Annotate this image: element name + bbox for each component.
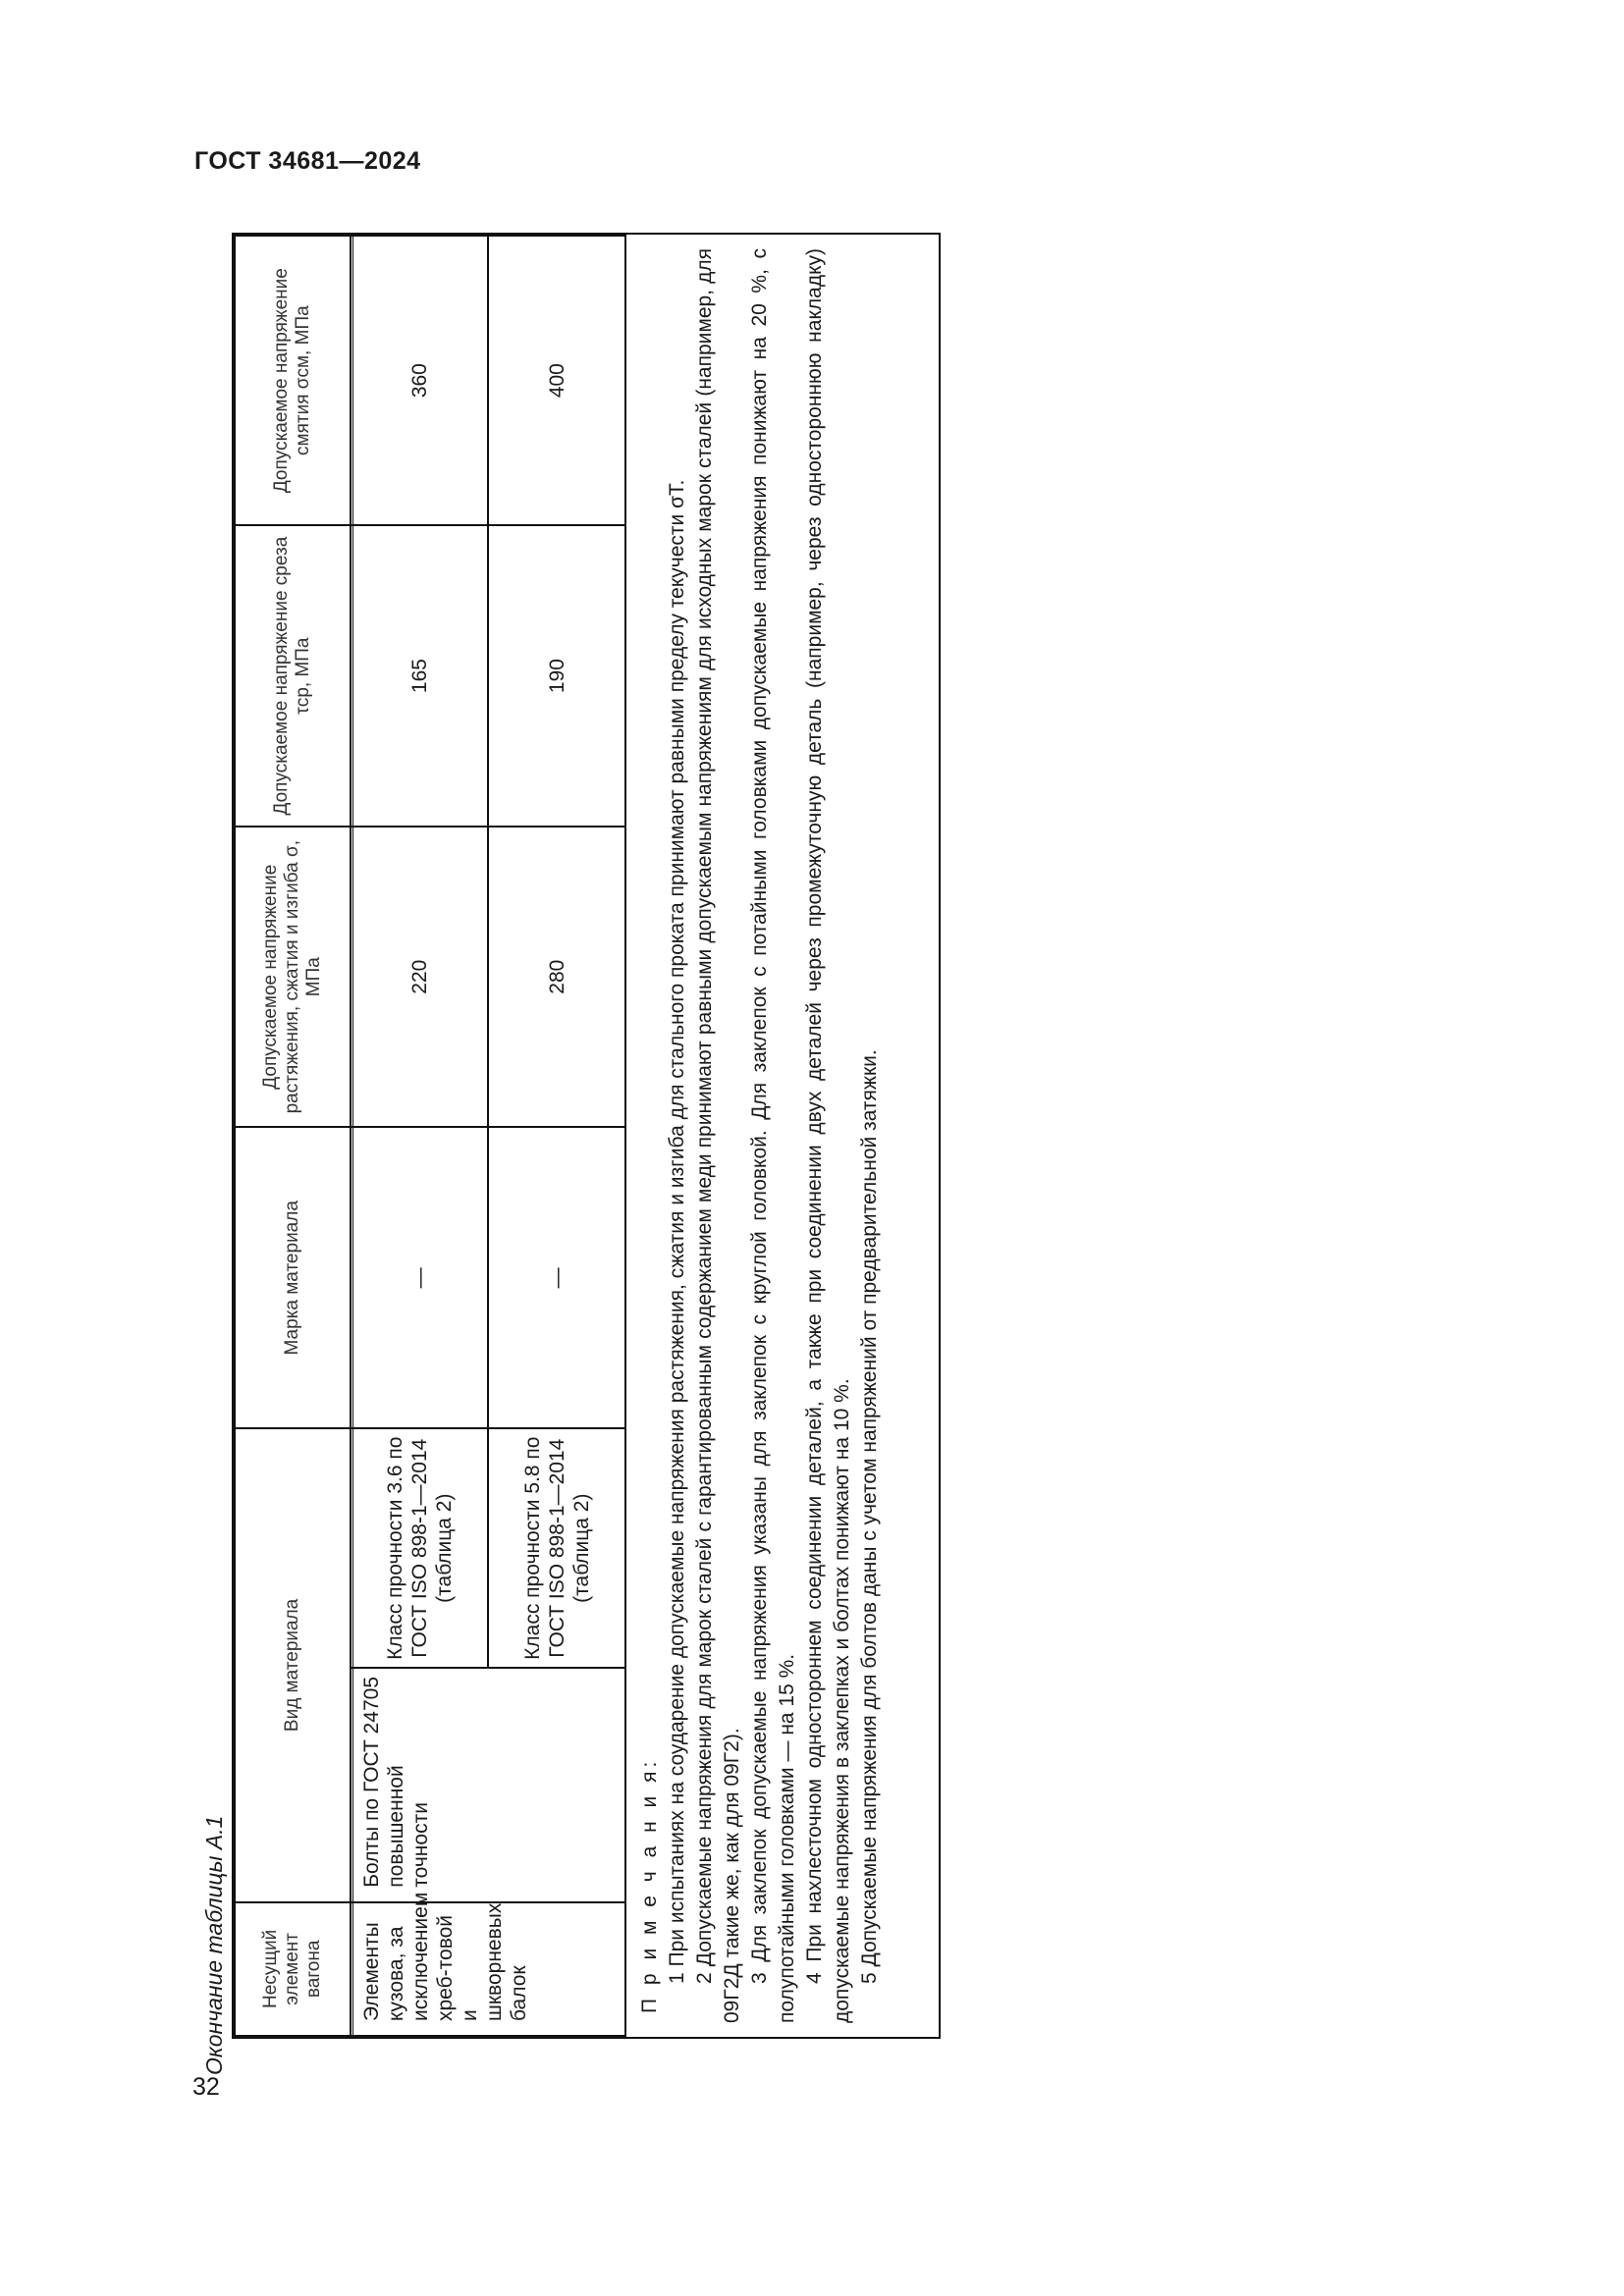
grade-cell: — xyxy=(488,1128,625,1429)
bearing-cell: 400 xyxy=(488,236,625,525)
header-element: Несущий элемент вагона xyxy=(235,1902,351,2036)
stress-table xyxy=(234,235,626,2037)
note-item: 3 Для заклепок допускаемые напряжения указаны для заклепок с круглой головкой. Для заклепок с потайными головками допускаемые напряжения понижают на 20 %, с полупотайными головками — на 15 %. xyxy=(748,248,798,2023)
tension-cell: 280 xyxy=(488,827,625,1128)
shear-cell: 190 xyxy=(488,525,625,827)
bearing-cell: 360 xyxy=(351,236,488,525)
note-item: 1 При испытаниях на соударение допускаемые напряжения растяжения, сжатия и изгиба для стального проката принимают равными пределу текучести σТ. xyxy=(666,479,688,1984)
bolt-type-cell: Болты по ГОСТ 24705 повышенной точности xyxy=(351,1668,625,1901)
notes-block xyxy=(626,235,884,2037)
table-frame xyxy=(232,233,941,2039)
document-number: ГОСТ 34681—2024 xyxy=(194,147,421,175)
table-continuation-label: Окончание таблицы А.1 xyxy=(201,1815,227,2075)
note-item: 5 Допускаемые напряжения для болтов даны с учетом напряжений от предварительной затяжки. xyxy=(858,1049,881,1984)
header-tension: Допускаемое напряжение растяжения, сжатия и изгиба σ, МПа xyxy=(235,827,351,1128)
strength-class-cell: Класс прочности 3.6 по ГОСТ ISO 898-1—2014 (таблица 2) xyxy=(351,1428,488,1668)
strength-class-cell: Класс прочности 5.8 по ГОСТ ISO 898-1—2014 (таблица 2) xyxy=(488,1428,625,1668)
notes-title: П р и м е ч а н и я: xyxy=(638,1757,661,2013)
grade-cell: — xyxy=(351,1128,488,1429)
rotated-table-area xyxy=(194,230,941,2075)
element-cell: Элементы кузова, за исключением хреб-товой и шкворневых балок xyxy=(351,1902,625,2036)
tension-cell: 220 xyxy=(351,827,488,1128)
note-item: 4 При нахлесточном одностороннем соединении деталей, а также при соединении двух деталей через промежуточную деталь (например, через одностороннюю накладку) допускаемые напряжения в заклепках и болтах понижают на 10 %. xyxy=(803,248,853,2023)
table-header-row xyxy=(235,236,351,2036)
note-item: 2 Допускаемые напряжения для марок сталей с гарантированным содержанием меди принимают равными допускаемым напряжениям для исходных марок сталей (например, для 09Г2Д такие же, как для 09Г2). xyxy=(693,248,743,2023)
header-bearing: Допускаемое напряжение смятия σсм, МПа xyxy=(235,236,351,525)
header-material-grade: Марка материала xyxy=(235,1128,351,1429)
header-double-rule xyxy=(350,235,353,2037)
header-material-type: Вид материала xyxy=(235,1428,351,1902)
table-row xyxy=(351,236,488,2036)
header-shear: Допускаемое напряжение среза τср, МПа xyxy=(235,525,351,827)
page-number: 32 xyxy=(192,2073,220,2101)
shear-cell: 165 xyxy=(351,525,488,827)
